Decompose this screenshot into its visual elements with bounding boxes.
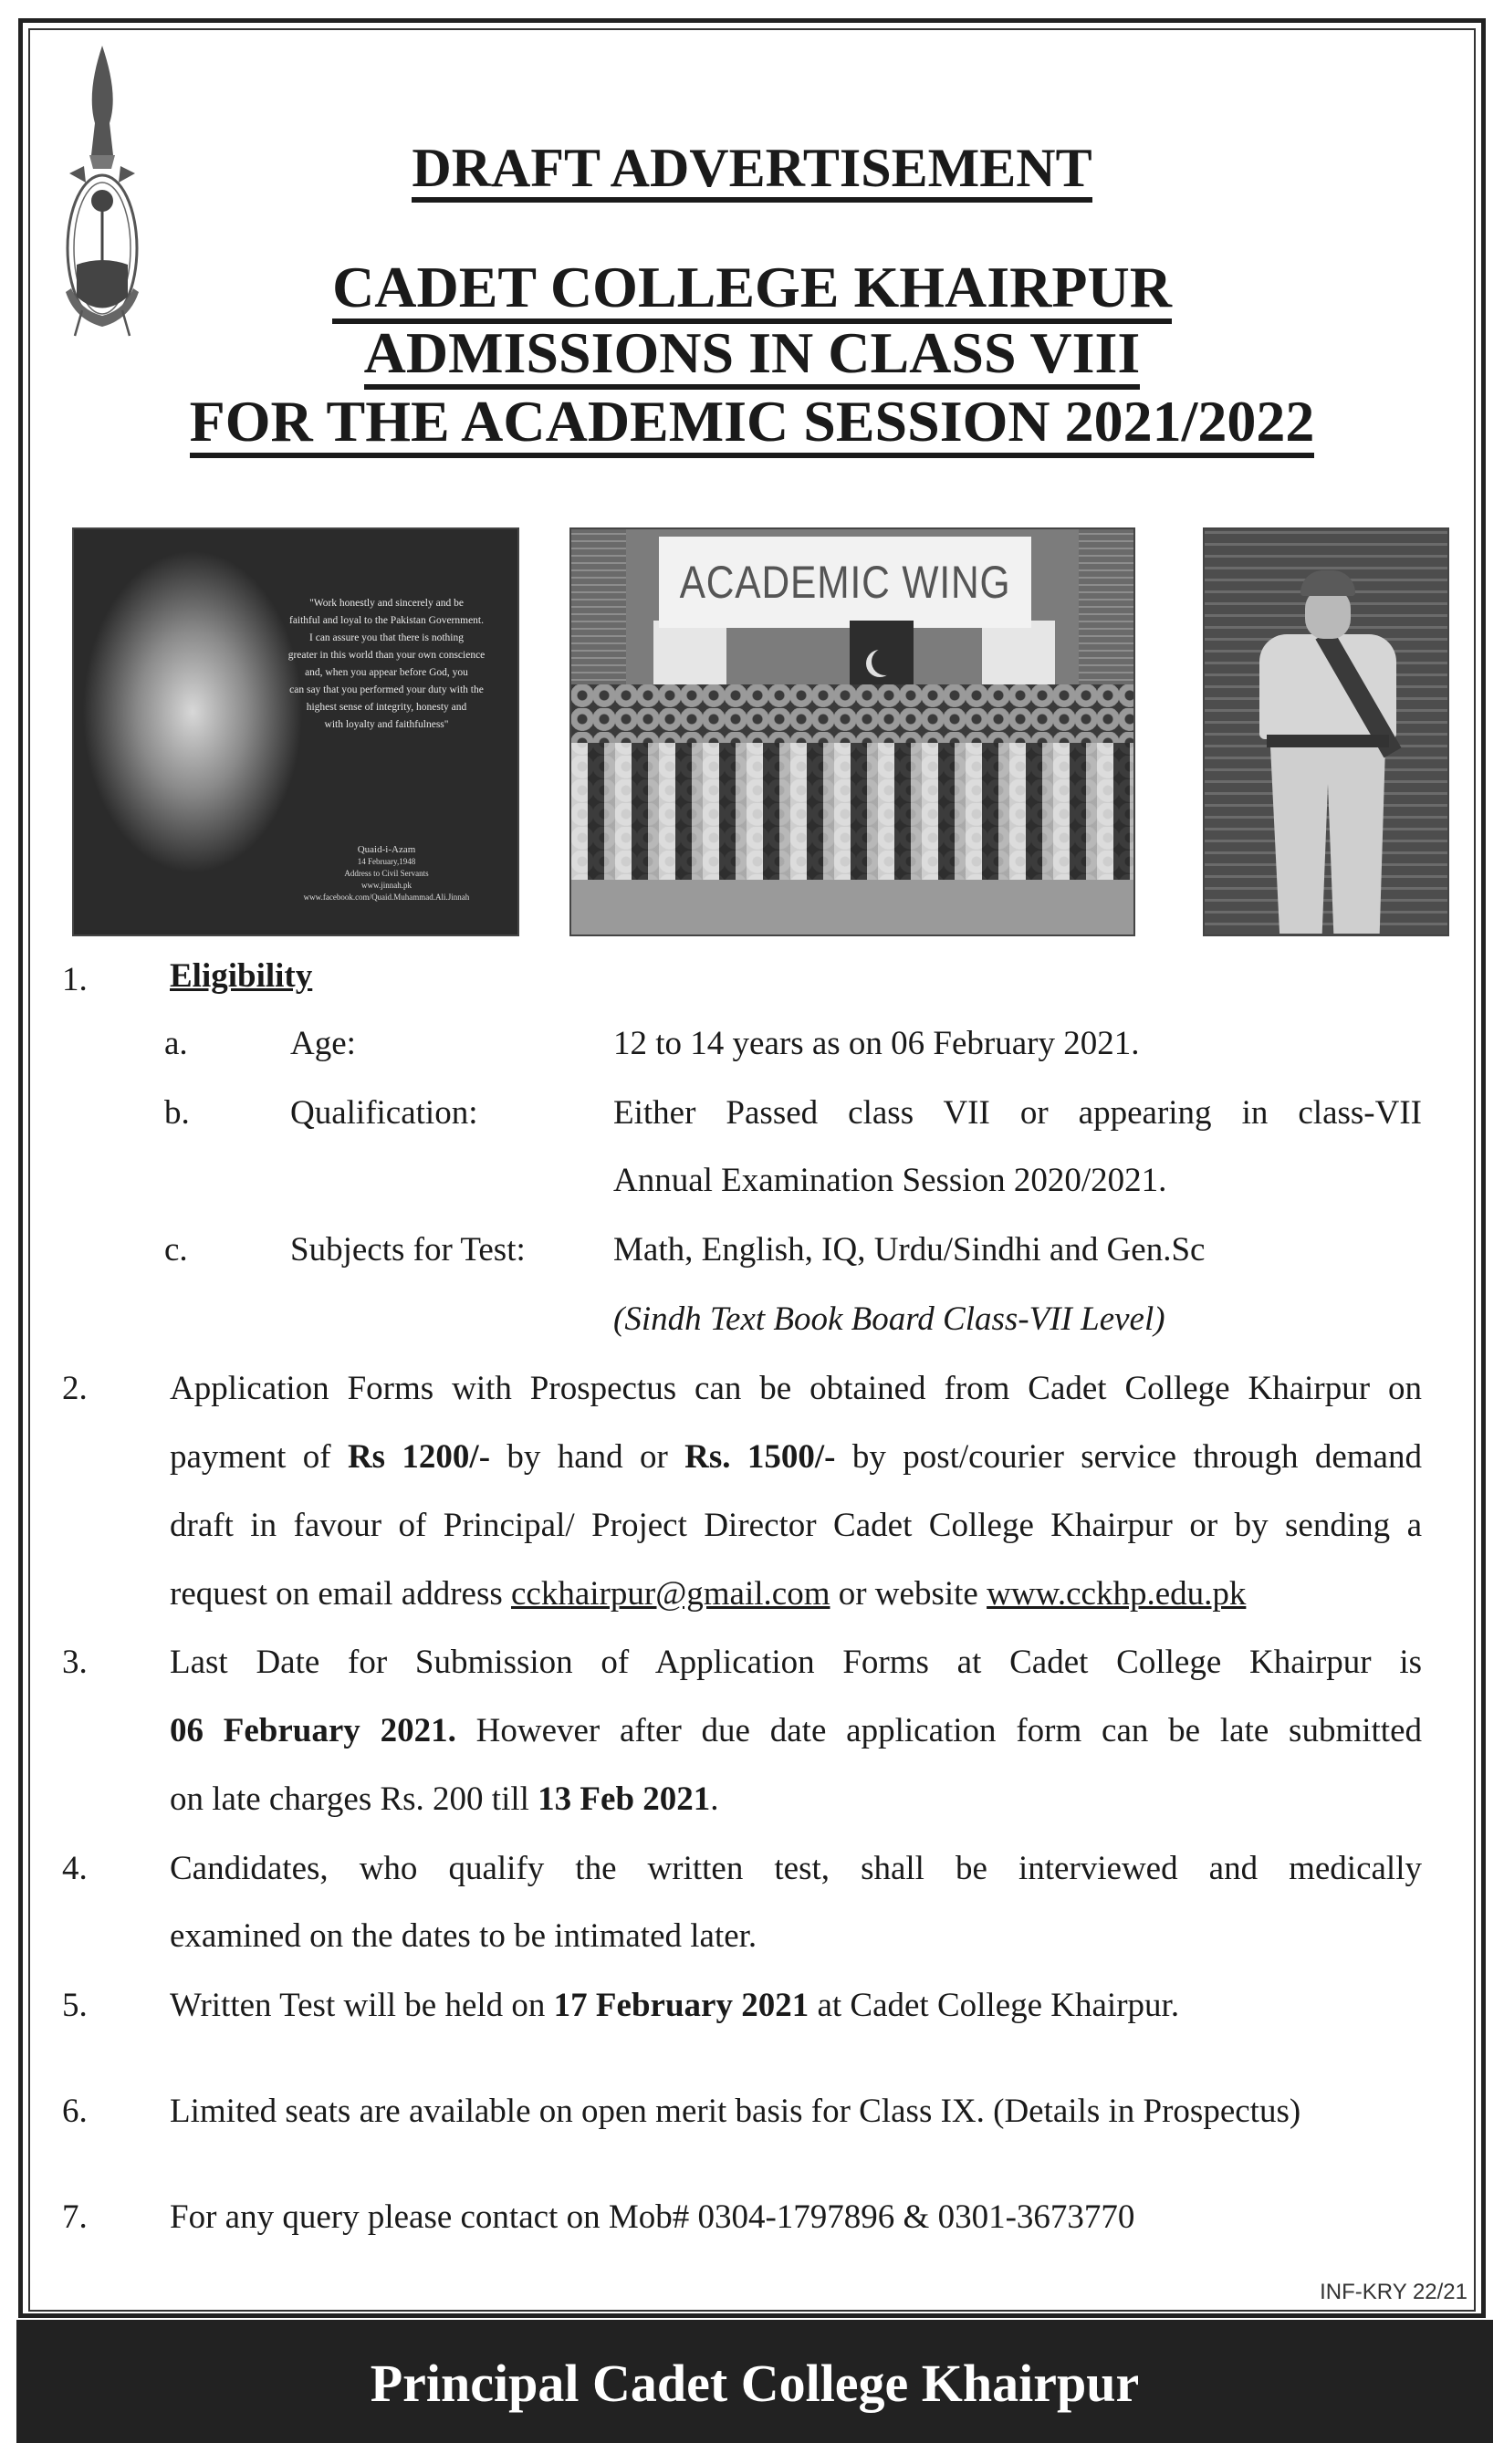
- website-link[interactable]: www.cckhp.edu.pk: [987, 1575, 1247, 1613]
- deadline-date: 06 February 2021.: [170, 1712, 456, 1749]
- section-number: 2.: [62, 1370, 88, 1407]
- late-deadline-date: 13 Feb 2021: [538, 1780, 711, 1818]
- academic-wing-group-photo: [569, 527, 1135, 936]
- section-title: Eligibility: [170, 957, 313, 995]
- front-row-staff: [571, 743, 1133, 880]
- item-letter: b.: [164, 1094, 190, 1132]
- signatory: Principal Cadet College Khairpur: [370, 2354, 1140, 2413]
- item-label: Age:: [290, 1025, 356, 1062]
- quaid-quote-photo: [72, 527, 519, 936]
- quote-text: "Work honestly and sincerely and be faithful and loyal to the Pakistan Government. I can assure you that there is nothing greater in this world than your own conscience and, when you appear before God, you can say that you performed your duty with the highest sense of integrity, honesty and with loyalty and faithfulness": [287, 598, 486, 730]
- section-number: 1.: [62, 961, 88, 998]
- section-number: 3.: [62, 1644, 88, 1681]
- item-label: Subjects for Test:: [290, 1231, 526, 1269]
- age-value: 12 to 14 years as on 06 February 2021.: [613, 1025, 1140, 1062]
- item-letter: a.: [164, 1025, 188, 1062]
- item-letter: c.: [164, 1231, 188, 1269]
- item-label: Qualification:: [290, 1094, 478, 1132]
- section-number: 7.: [62, 2198, 88, 2236]
- section-number: 6.: [62, 2093, 88, 2130]
- body-line: payment of Rs 1200/- by hand or Rs. 1500/- by post/courier service through demand: [170, 1438, 1422, 1476]
- draft-title: DRAFT ADVERTISEMENT: [0, 137, 1504, 203]
- fee-by-hand: Rs 1200/-: [347, 1438, 491, 1476]
- body-line: Written Test will be held on 17 February 2021 at Cadet College Khairpur.: [170, 1987, 1180, 2024]
- body-line: examined on the dates to be intimated later.: [170, 1917, 757, 1955]
- academic-wing-banner: ACADEMIC WING: [659, 537, 1031, 628]
- subjects-value: Math, English, IQ, Urdu/Sindhi and Gen.Sc: [613, 1231, 1206, 1269]
- reference-code: INF-KRY 22/21: [1320, 2280, 1467, 2304]
- body-line: on late charges Rs. 200 till 13 Feb 2021.: [170, 1780, 719, 1818]
- ground: [571, 880, 1133, 934]
- body-line: Limited seats are available on open merit basis for Class IX. (Details in Prospectus): [170, 2093, 1301, 2130]
- body-line: Last Date for Submission of Application Forms at Cadet College Khairpur is: [170, 1644, 1422, 1681]
- fee-by-post: Rs. 1500/-: [684, 1438, 836, 1476]
- test-date: 17 February 2021: [553, 1987, 809, 2024]
- institution-title: CADET COLLEGE KHAIRPUR: [0, 254, 1504, 324]
- quote-attribution: Quaid-i-Azam 14 February,1948 Address to Civil Servants www.jinnah.pk www.facebook.com/Quaid.Muhammad.Ali.Jinnah: [303, 844, 470, 902]
- admissions-title: ADMISSIONS IN CLASS VIII: [0, 319, 1504, 390]
- contact-numbers: For any query please contact on Mob# 0304-1797896 & 0301-3673770: [170, 2198, 1135, 2236]
- body-line: draft in favour of Principal/ Project Director Cadet College Khairpur or by sending a: [170, 1507, 1422, 1544]
- section-number: 5.: [62, 1987, 88, 2024]
- body-line: Candidates, who qualify the written test, shall be interviewed and medically: [170, 1850, 1422, 1887]
- session-title: FOR THE ACADEMIC SESSION 2021/2022: [0, 388, 1504, 458]
- section-number: 4.: [62, 1850, 88, 1887]
- qualification-value-cont: Annual Examination Session 2020/2021.: [613, 1162, 1167, 1199]
- qualification-value: Either Passed class VII or appearing in class-VII: [613, 1094, 1422, 1132]
- footer-band: [16, 2320, 1493, 2443]
- officer-photo: [1203, 527, 1449, 936]
- email-link[interactable]: cckhairpur@gmail.com: [511, 1575, 830, 1613]
- body-line: Application Forms with Prospectus can be obtained from Cadet College Khairpur on: [170, 1370, 1422, 1407]
- subjects-level: (Sindh Text Book Board Class-VII Level): [613, 1300, 1165, 1338]
- body-line: request on email address cckhairpur@gmail.com or website www.cckhp.edu.pk: [170, 1575, 1247, 1613]
- body-line: 06 February 2021. However after due date application form can be late submitted: [170, 1712, 1422, 1749]
